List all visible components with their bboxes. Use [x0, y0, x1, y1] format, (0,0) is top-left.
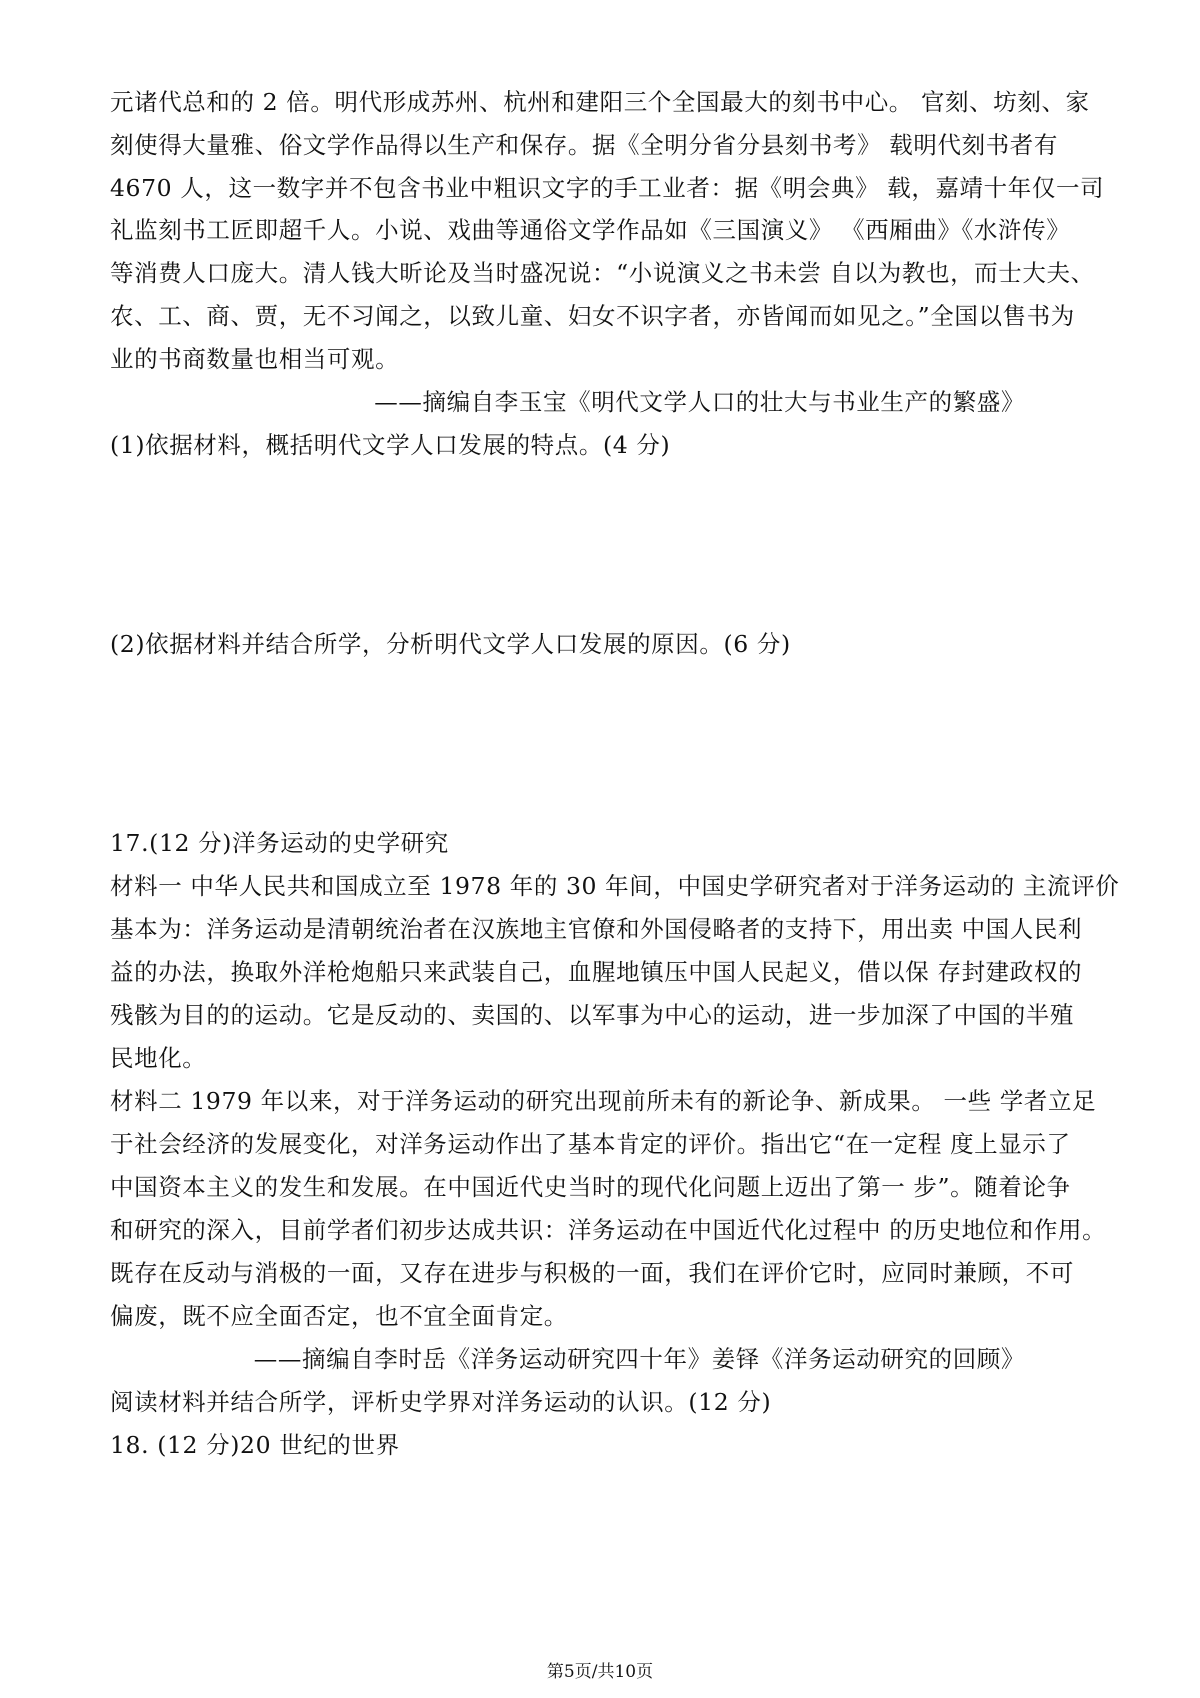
question-16-part-2: (2)依据材料并结合所学，分析明代文学人口发展的原因。(6 分): [110, 630, 791, 658]
q17-material-1-line-5: 民地化。: [110, 1044, 207, 1072]
q17-material-2-line-4: 和研究的深入，目前学者们初步达成共识：洋务运动在中国近代化过程中 的历史地位和作用。: [110, 1216, 1107, 1244]
material-16-line-4: 礼监刻书工匠即超千人。小说、戏曲等通俗文学作品如《三国演义》 《西厢曲》《水浒传》: [110, 216, 1071, 244]
question-18-title: 18. (12 分)20 世纪的世界: [110, 1431, 400, 1459]
q17-material-1-line-3: 益的办法，换取外洋枪炮船只来武装自己，血腥地镇压中国人民起义，借以保 存封建政权的: [110, 958, 1083, 986]
q17-material-1-line-1: 材料一 中华人民共和国成立至 1978 年的 30 年间，中国史学研究者对于洋务运动的 主流评价: [110, 872, 1120, 900]
material-16-line-5: 等消费人口庞大。清人钱大昕论及当时盛况说：“小说演义之书未尝 自以为教也，而士大夫、: [110, 259, 1095, 287]
question-17-title: 17.(12 分)洋务运动的史学研究: [110, 829, 449, 857]
q17-material-2-line-3: 中国资本主义的发生和发展。在中国近代史当时的现代化问题上迈出了第一 步”。随着论争: [110, 1173, 1071, 1201]
material-16-source: ——摘编自李玉宝《明代文学人口的壮大与书业生产的繁盛》: [374, 388, 1025, 416]
page-number-footer: 第5页/共10页: [546, 1662, 654, 1682]
question-16-part-1: (1)依据材料，概括明代文学人口发展的特点。(4 分): [110, 431, 671, 459]
q17-material-2-line-1: 材料二 1979 年以来，对于洋务运动的研究出现前所未有的新论争、新成果。 一些 学者立足: [110, 1087, 1097, 1115]
material-16-line-1: 元诸代总和的 2 倍。明代形成苏州、杭州和建阳三个全国最大的刻书中心。 官刻、坊刻、家: [110, 88, 1090, 116]
question-17-prompt: 阅读材料并结合所学，评析史学界对洋务运动的认识。(12 分): [110, 1388, 772, 1416]
material-16-line-2: 刻使得大量雅、俗文学作品得以生产和保存。据《全明分省分县刻书考》 载明代刻书者有: [110, 131, 1058, 159]
q17-material-2-line-6: 偏废，既不应全面否定，也不宜全面肯定。: [110, 1302, 568, 1330]
material-16-line-3: 4670 人，这一数字并不包含书业中粗识文字的手工业者：据《明会典》 载，嘉靖十年仅一司: [110, 174, 1105, 202]
q17-material-2-line-2: 于社会经济的发展变化，对洋务运动作出了基本肯定的评价。指出它“在一定程 度上显示了: [110, 1130, 1071, 1158]
q17-material-1-line-4: 残骸为目的的运动。它是反动的、卖国的、以军事为中心的运动，进一步加深了中国的半殖: [110, 1001, 1074, 1029]
material-16-line-6: 农、工、商、贾，无不习闻之，以致儿童、妇女不识字者，亦皆闻而如见之。”全国以售书为: [110, 302, 1075, 330]
question-17-source: ——摘编自李时岳《洋务运动研究四十年》姜铎《洋务运动研究的回顾》: [253, 1345, 1025, 1373]
q17-material-1-line-2: 基本为：洋务运动是清朝统治者在汉族地主官僚和外国侵略者的支持下，用出卖 中国人民利: [110, 915, 1083, 943]
material-16-line-7: 业的书商数量也相当可观。: [110, 345, 400, 373]
q17-material-2-line-5: 既存在反动与消极的一面，又存在进步与积极的一面，我们在评价它时，应同时兼顾，不可: [110, 1259, 1074, 1287]
